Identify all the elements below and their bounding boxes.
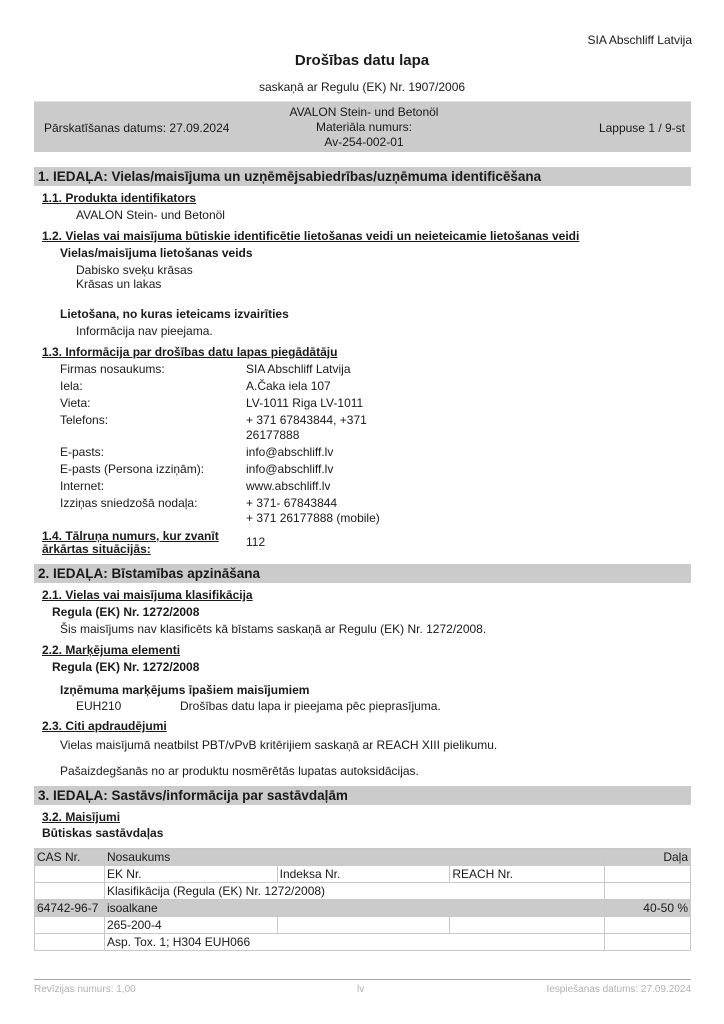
supplier-label: Internet: bbox=[60, 479, 105, 493]
use-item: Krāsas un lakas bbox=[76, 277, 162, 291]
empty-cell bbox=[605, 883, 691, 900]
supplier-label: Telefons: bbox=[60, 413, 109, 427]
components-heading: Būtiskas sastāvdaļas bbox=[42, 826, 164, 840]
emergency-number: 112 bbox=[246, 535, 266, 549]
document-subtitle: saskaņā ar Regulu (EK) Nr. 1907/2006 bbox=[258, 80, 466, 94]
page-number: Lappuse 1 / 9-st bbox=[598, 121, 685, 135]
use-heading: Vielas/maisījuma lietošanas veids bbox=[60, 246, 253, 260]
empty-cell bbox=[605, 866, 691, 883]
cell-cas: 64742-96-7 bbox=[35, 900, 105, 917]
language-code: lv bbox=[357, 984, 365, 995]
header-cell-classification: Klasifikācija (Regula (EK) Nr. 1272/2008) bbox=[104, 883, 604, 900]
exception-labeling-heading: Izņēmuma marķējums īpašiem maisījumiem bbox=[60, 683, 310, 697]
cell-index bbox=[277, 917, 450, 934]
header-cell-index: Indeksa Nr. bbox=[277, 866, 450, 883]
section-2-2-heading: 2.2. Marķējuma elementi bbox=[42, 643, 181, 657]
cell-share: 40-50 % bbox=[605, 900, 691, 917]
supplier-value: SIA Abschliff Latvija bbox=[246, 362, 351, 376]
material-number: Av-254-002-01 bbox=[324, 135, 404, 149]
product-identifier: AVALON Stein- und Betonöl bbox=[76, 208, 225, 222]
supplier-label: E-pasts: bbox=[60, 445, 105, 459]
section-1-4-heading-line: 1.4. Tālruņa numurs, kur zvanīt bbox=[42, 529, 219, 543]
table-header-row bbox=[35, 849, 691, 866]
supplier-label: E-pasts (Persona izziņām): bbox=[60, 462, 205, 476]
empty-cell bbox=[605, 934, 691, 951]
section-3-heading: 3. IEDAĻA: Sastāvs/informācija par sastāvdaļām bbox=[34, 786, 691, 805]
revision-number: Revīzijas numurs: 1,00 bbox=[34, 984, 136, 995]
table-row bbox=[35, 900, 691, 917]
section-2-1-heading: 2.1. Vielas vai maisījuma klasifikācija bbox=[42, 588, 253, 602]
company-name: SIA Abschliff Latvija bbox=[587, 33, 692, 47]
product-name: AVALON Stein- und Betonöl bbox=[289, 105, 439, 119]
avoid-text: Informācija nav pieejama. bbox=[76, 324, 213, 338]
cell-name: isoalkane bbox=[104, 900, 604, 917]
regulation-heading: Regula (EK) Nr. 1272/2008 bbox=[52, 660, 200, 674]
table-row bbox=[35, 934, 691, 951]
print-date: Iespiešanas datums: 27.09.2024 bbox=[546, 984, 691, 995]
empty-cell bbox=[605, 917, 691, 934]
section-2-heading: 2. IEDAĻA: Bīstamības apzināšana bbox=[34, 564, 691, 583]
table-row bbox=[35, 917, 691, 934]
avoid-heading: Lietošana, no kuras ieteicams izvairīties bbox=[60, 307, 289, 321]
section-2-3-heading: 2.3. Citi apdraudējumi bbox=[42, 719, 167, 733]
supplier-value bbox=[246, 413, 367, 443]
phone-line: + 371 67843844, +371 bbox=[246, 413, 367, 427]
header-cell-cas: CAS Nr. bbox=[35, 849, 105, 866]
supplier-value bbox=[246, 496, 380, 526]
phone-line: 26177888 bbox=[246, 428, 300, 442]
supplier-label: Firmas nosaukums: bbox=[60, 362, 165, 376]
classification-text: Šis maisījums nav klasificēts kā bīstams saskaņā ar Regulu (EK) Nr. 1272/2008. bbox=[60, 622, 487, 636]
other-hazards-text: Pašaizdegšanās no ar produktu nosmērētās lupatas autoksidācijas. bbox=[60, 764, 419, 778]
section-1-1-heading: 1.1. Produkta identifikators bbox=[42, 191, 197, 205]
cell-classification: Asp. Tox. 1; H304 EUH066 bbox=[104, 934, 604, 951]
supplier-label: Izziņas sniedzošā nodaļa: bbox=[60, 496, 198, 510]
footer-divider bbox=[34, 979, 691, 980]
euh-text: Drošības datu lapa ir pieejama pēc pieprasījuma. bbox=[180, 699, 441, 713]
supplier-value: A.Čaka iela 107 bbox=[246, 379, 331, 393]
header-cell-share: Daļa bbox=[605, 849, 691, 866]
empty-cell bbox=[35, 934, 105, 951]
cell-reach bbox=[450, 917, 605, 934]
section-3-2-heading: 3.2. Maisījumi bbox=[42, 810, 121, 824]
revision-date: Pārskatīšanas datums: 27.09.2024 bbox=[44, 121, 230, 135]
section-1-4-heading bbox=[42, 530, 219, 556]
section-1-2-heading: 1.2. Vielas vai maisījuma būtiskie identificētie lietošanas veidi un neieteicamie lietošanas veidi bbox=[42, 229, 580, 243]
other-hazards-text: Vielas maisījumā neatbilst PBT/vPvB kritērijiem saskaņā ar REACH XIII pielikumu. bbox=[60, 738, 498, 752]
components-table bbox=[34, 848, 691, 951]
phone-line: + 371- 67843844 bbox=[246, 496, 338, 510]
phone-line: + 371 26177888 (mobile) bbox=[246, 511, 380, 525]
empty-cell bbox=[35, 866, 105, 883]
website-link[interactable]: www.abschliff.lv bbox=[246, 479, 331, 493]
header-cell-ek: EK Nr. bbox=[104, 866, 277, 883]
email-value[interactable]: info@abschliff.lv bbox=[246, 445, 334, 459]
email-value[interactable]: info@abschliff.lv bbox=[246, 462, 334, 476]
supplier-label: Vieta: bbox=[60, 396, 91, 410]
table-header-row bbox=[35, 866, 691, 883]
section-1-4-heading-line: ārkārtas situācijās: bbox=[42, 542, 151, 556]
section-1-3-heading: 1.3. Informācija par drošības datu lapas piegādātāju bbox=[42, 345, 338, 359]
empty-cell bbox=[35, 883, 105, 900]
product-material-block bbox=[234, 105, 494, 150]
regulation-heading: Regula (EK) Nr. 1272/2008 bbox=[52, 605, 200, 619]
header-cell-reach: REACH Nr. bbox=[450, 866, 605, 883]
section-1-heading: 1. IEDAĻA: Vielas/maisījuma un uzņēmējsabiedrības/uzņēmuma identificēšana bbox=[34, 167, 691, 186]
table-header-row bbox=[35, 883, 691, 900]
header-cell-name: Nosaukums bbox=[104, 849, 604, 866]
header-info-box bbox=[34, 101, 691, 152]
supplier-label: Iela: bbox=[60, 379, 83, 393]
use-item: Dabisko sveķu krāsas bbox=[76, 263, 193, 277]
euh-code: EUH210 bbox=[76, 699, 122, 713]
material-label: Materiāla numurs: bbox=[315, 120, 413, 134]
document-title: Drošības datu lapa bbox=[294, 52, 430, 69]
supplier-value: LV-1011 Riga LV-1011 bbox=[246, 396, 364, 410]
cell-ek: 265-200-4 bbox=[104, 917, 277, 934]
empty-cell bbox=[35, 917, 105, 934]
